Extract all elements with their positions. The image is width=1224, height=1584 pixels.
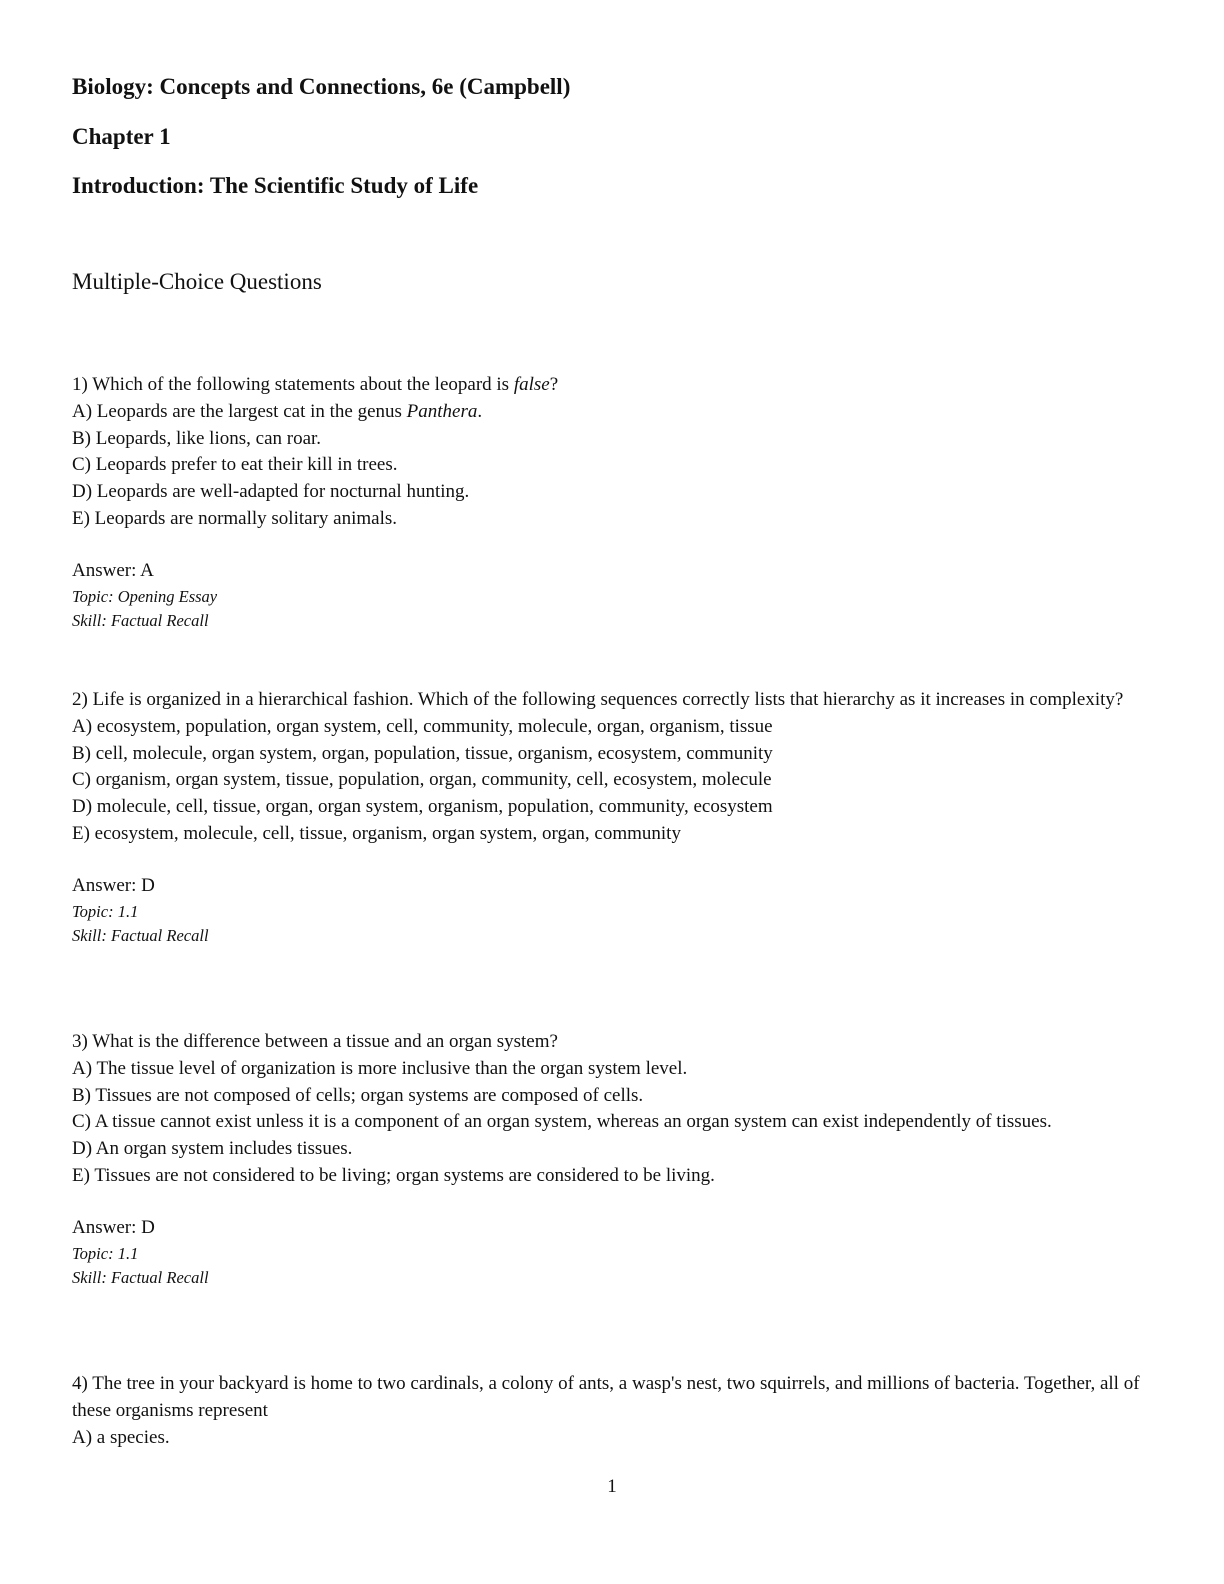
page-number: 1 <box>607 1476 617 1497</box>
answer-option: C) A tissue cannot exist unless it is a component of an organ system, whereas an organ system can exist independently of tissues. <box>72 1111 1052 1133</box>
section-title: Multiple-Choice Questions <box>72 269 322 294</box>
topic-label: Topic: 1.1 <box>72 901 139 921</box>
answer-option: B) Leopards, like lions, can roar. <box>72 427 322 449</box>
question-4 <box>72 1371 1152 1451</box>
question-stem: 2) Life is organized in a hierarchical fashion. Which of the following sequences correctly lists that hierarchy as it increases in complexity? <box>72 689 1124 710</box>
topic-label: Topic: 1.1 <box>72 1243 139 1263</box>
answer-option: D) molecule, cell, tissue, organ, organ system, organism, population, community, ecosystem <box>72 796 773 818</box>
question-stem: 3) What is the difference between a tissue and an organ system? <box>72 1031 558 1052</box>
chapter-title: Introduction: The Scientific Study of Life <box>72 173 479 198</box>
book-title: Biology: Concepts and Connections, 6e (Campbell) <box>72 74 571 99</box>
answer-option: E) Leopards are normally solitary animals. <box>72 507 398 529</box>
question-stem: 1) Which of the following statements about the leopard is false? <box>72 374 559 395</box>
skill-label: Skill: Factual Recall <box>72 1267 209 1287</box>
question-3 <box>72 1029 1152 1290</box>
answer-option: C) organism, organ system, tissue, population, organ, community, cell, ecosystem, molecule <box>72 769 772 791</box>
answer-option: A) The tissue level of organization is more inclusive than the organ system level. <box>72 1057 688 1079</box>
question-stem: 4) The tree in your backyard is home to two cardinals, a colony of ants, a wasp's nest, two squirrels, and millions of bacteria. Together, all of these organisms represent <box>72 1373 1140 1421</box>
answer-option: A) ecosystem, population, organ system, cell, community, molecule, organ, organism, tissue <box>72 715 773 737</box>
correct-answer: Answer: A <box>72 559 154 581</box>
answer-option: C) Leopards prefer to eat their kill in trees. <box>72 454 398 476</box>
skill-label: Skill: Factual Recall <box>72 925 209 945</box>
answer-option: A) Leopards are the largest cat in the genus Panthera. <box>72 400 483 422</box>
topic-label: Topic: Opening Essay <box>72 586 218 606</box>
answer-option: E) ecosystem, molecule, cell, tissue, organism, organ system, organ, community <box>72 822 681 844</box>
answer-option: A) a species. <box>72 1426 170 1448</box>
chapter-number: Chapter 1 <box>72 124 171 149</box>
answer-option: D) An organ system includes tissues. <box>72 1138 353 1160</box>
question-1 <box>72 372 1152 633</box>
correct-answer: Answer: D <box>72 874 155 896</box>
answer-option: B) Tissues are not composed of cells; organ systems are composed of cells. <box>72 1084 644 1106</box>
answer-option: B) cell, molecule, organ system, organ, population, tissue, organism, ecosystem, community <box>72 742 773 764</box>
skill-label: Skill: Factual Recall <box>72 610 209 630</box>
answer-option: D) Leopards are well-adapted for nocturnal hunting. <box>72 481 470 503</box>
correct-answer: Answer: D <box>72 1216 155 1238</box>
answer-option: E) Tissues are not considered to be living; organ systems are considered to be living. <box>72 1164 715 1186</box>
question-2 <box>72 687 1152 948</box>
